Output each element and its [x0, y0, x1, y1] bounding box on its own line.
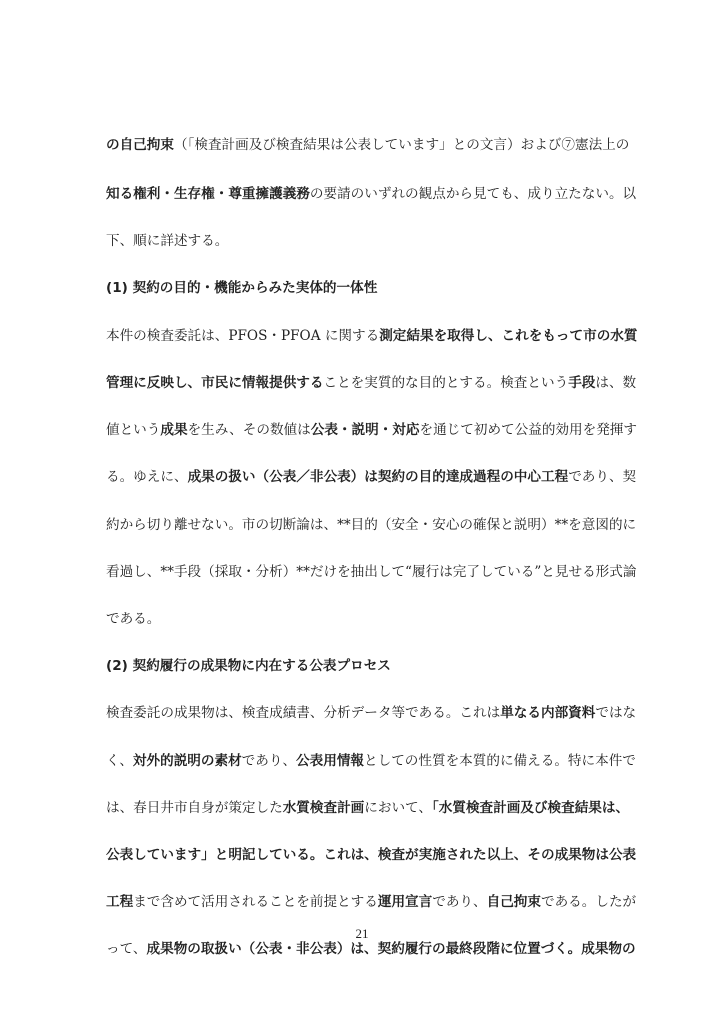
text-line	[106, 893, 637, 911]
bold-text: 手段	[568, 375, 596, 391]
text-line	[106, 185, 637, 203]
text-line	[106, 563, 637, 581]
text: である。	[106, 611, 161, 627]
text: 下、順に詳述する。	[106, 233, 229, 249]
text: である。したが	[541, 894, 637, 910]
bold-text: 成果の扱い（公表／非公表）は契約の目的達成過程の中心工程	[187, 469, 569, 485]
bold-text: 水質検査計画	[282, 800, 365, 816]
text: 約から切り離せない。市の切断論は、**目的（安全・安心の確保と説明）**を意図的に	[106, 517, 637, 533]
text: であり、	[241, 753, 297, 769]
text: において、	[364, 800, 432, 816]
bold-text: 公表・説明・対応	[310, 422, 420, 438]
bold-text: 単なる内部資料	[500, 705, 596, 721]
bold-text: (2) 契約履行の成果物に内在する公表プロセス	[106, 658, 391, 674]
bold-text: 知る権利・生存権・尊重擁護義務	[106, 186, 310, 202]
bold-text: の自己拘束	[106, 137, 174, 153]
text-line	[106, 516, 637, 534]
text: を生み、その数値は	[187, 422, 311, 438]
text-line	[106, 704, 637, 722]
text-line	[106, 610, 622, 628]
text-line	[106, 232, 622, 250]
text-line	[106, 421, 637, 439]
text: まで含めて活用されることを前提とする	[133, 894, 378, 910]
text: る。ゆえに、	[106, 469, 188, 485]
text: ことを実質的な目的とする。検査という	[323, 375, 569, 391]
text-line	[106, 752, 636, 770]
text: 検査委託の成果物は、検査成績書、分析データ等である。これは	[106, 705, 501, 721]
text: であり、	[432, 894, 487, 910]
text: く、	[106, 753, 133, 769]
text: ではな	[595, 705, 637, 721]
bold-text: 対外的説明の素材	[132, 753, 242, 769]
text-line	[106, 940, 636, 958]
text: であり、契	[568, 469, 637, 485]
text: 本件の検査委託は、PFOS・PFOA に関する	[106, 328, 380, 344]
text-line	[106, 799, 630, 817]
text-line	[106, 136, 630, 154]
text: としての性質を本質的に備える。特に本件で	[364, 753, 636, 769]
text-line	[106, 327, 638, 345]
bold-text: 成果	[160, 422, 188, 438]
text: 値という	[106, 422, 161, 438]
bold-text: 成果物の取扱い（公表・非公表）は、契約履行の最終段階に位置づく。成果物の	[146, 941, 636, 957]
bold-text: 運用宣言	[377, 894, 433, 910]
text: は、春日井市自身が策定した	[106, 800, 283, 816]
text-line	[106, 468, 637, 486]
bold-text: 公表用情報	[296, 753, 365, 769]
section-heading	[106, 279, 622, 297]
text: 看過し、**手段（採取・分析）**だけを抽出して“履行は完了している”と見せる形式論	[106, 564, 637, 580]
page-number: 21	[355, 926, 369, 941]
bold-text: 「水質検査計画及び検査結果は、	[431, 800, 630, 816]
text: （「検査計画及び検査結果は公表しています」との文言）および⑦憲法上の	[173, 137, 630, 153]
text: は、数	[595, 375, 637, 391]
bold-text: (1) 契約の目的・機能からみた実体的一体性	[106, 280, 378, 296]
bold-text: 自己拘束	[486, 894, 541, 910]
text: の要請のいずれの観点から見ても、成り立たない。以	[309, 186, 637, 202]
text: って、	[106, 941, 147, 957]
bold-text: 測定結果を取得し、これをもって市の水質	[379, 328, 638, 344]
bold-text: 公表しています」と明記している。これは、検査が実施された以上、その成果物は公表	[106, 847, 637, 863]
bold-text: 工程	[106, 894, 134, 910]
text-line	[106, 374, 637, 392]
text: を通じて初めて公益的効用を発揮す	[419, 422, 637, 438]
bold-text: 管理に反映し、市民に情報提供する	[106, 375, 324, 391]
text-line	[106, 846, 637, 864]
section-heading	[106, 657, 622, 675]
